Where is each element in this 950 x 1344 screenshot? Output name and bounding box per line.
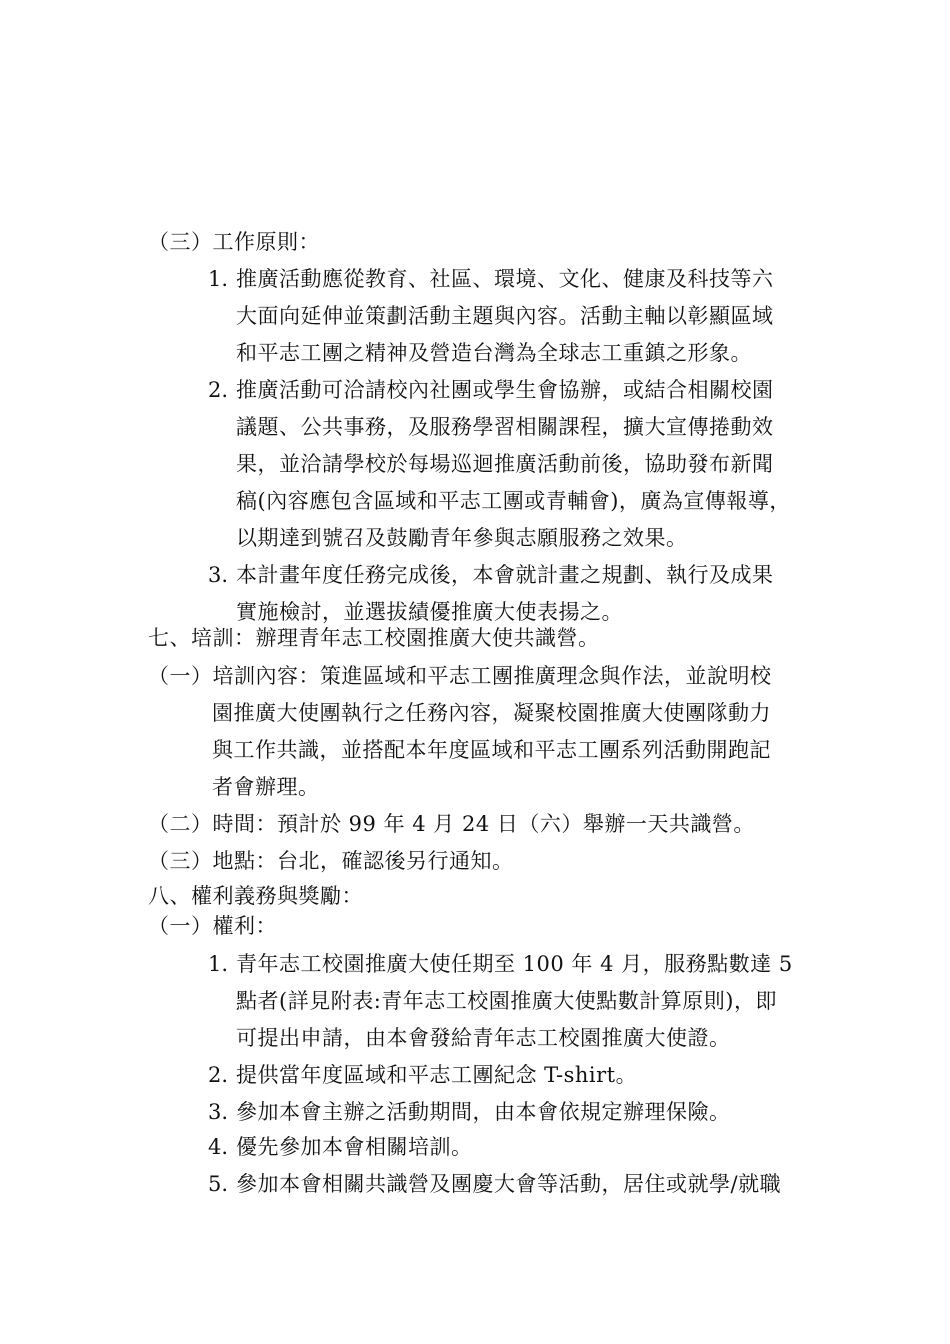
paragraph-line: 本計畫年度任務完成後，本會就計畫之規劃、執行及成果 [236, 563, 774, 587]
item-number: 1. [208, 267, 229, 291]
paragraph-line: 與工作共識，並搭配本年度區域和平志工團系列活動開跑記 [212, 738, 771, 762]
paragraph-line: 點者(詳見附表:青年志工校園推廣大使點數計算原則)，即 [236, 989, 777, 1013]
paragraph-line: 參加本會相關共識營及團慶大會等活動，居住或就學/就職 [236, 1172, 782, 1196]
paragraph-line: 大面向延伸並策劃活動主題與內容。活動主軸以彰顯區域 [236, 304, 774, 328]
item-number: 2. [208, 378, 229, 402]
paragraph-line: 推廣活動可洽請校內社團或學生會協辦，或結合相關校園 [236, 378, 774, 402]
section-3-heading: （三）工作原則： [148, 230, 320, 254]
paragraph-line: 推廣活動應從教育、社區、環境、文化、健康及科技等六 [236, 267, 774, 291]
paragraph-line: 議題、公共事務，及服務學習相關課程，擴大宣傳捲動效 [236, 415, 774, 439]
paragraph-line: 者會辦理。 [212, 775, 320, 799]
paragraph-line: 青年志工校園推廣大使任期至 100 年 4 月，服務點數達 5 [236, 952, 793, 976]
section-7-time: （二）時間：預計於 99 年 4 月 24 日（六）舉辦一天共識營。 [148, 812, 755, 836]
item-number: 2. [208, 1063, 229, 1087]
paragraph-line: 園推廣大使團執行之任務內容，凝聚校園推廣大使團隊動力 [212, 701, 771, 725]
paragraph-line: 參加本會主辦之活動期間，由本會依規定辦理保險。 [236, 1100, 731, 1124]
paragraph-line: 以期達到號召及鼓勵青年參與志願服務之效果。 [236, 526, 688, 550]
item-number: 1. [208, 952, 229, 976]
item-number: 4. [208, 1135, 229, 1159]
paragraph-line: 可提出申請，由本會發給青年志工校園推廣大使證。 [236, 1026, 731, 1050]
section-7-training-content: （一）培訓內容：策進區域和平志工團推廣理念與作法，並說明校 [148, 664, 772, 688]
section-7-heading: 七、培訓：辦理青年志工校園推廣大使共識營。 [148, 626, 600, 650]
item-number: 5. [208, 1172, 229, 1196]
paragraph-line: 和平志工團之精神及營造台灣為全球志工重鎮之形象。 [236, 341, 752, 365]
paragraph-line: 優先參加本會相關培訓。 [236, 1135, 473, 1159]
section-8-rights-heading: （一）權利： [148, 914, 277, 938]
paragraph-line: 提供當年度區域和平志工團紀念 T-shirt。 [236, 1063, 638, 1087]
item-number: 3. [208, 563, 229, 587]
section-7-location: （三）地點：台北，確認後另行通知。 [148, 849, 514, 873]
section-8-heading: 八、權利義務與獎勵： [148, 884, 363, 908]
paragraph-line: 實施檢討，並選拔績優推廣大使表揚之。 [236, 600, 623, 624]
paragraph-line: 稿(內容應包含區域和平志工團或青輔會)，廣為宣傳報導， [236, 489, 791, 513]
paragraph-line: 果，並洽請學校於每場巡迴推廣活動前後，協助發布新聞 [236, 452, 774, 476]
item-number: 3. [208, 1100, 229, 1124]
